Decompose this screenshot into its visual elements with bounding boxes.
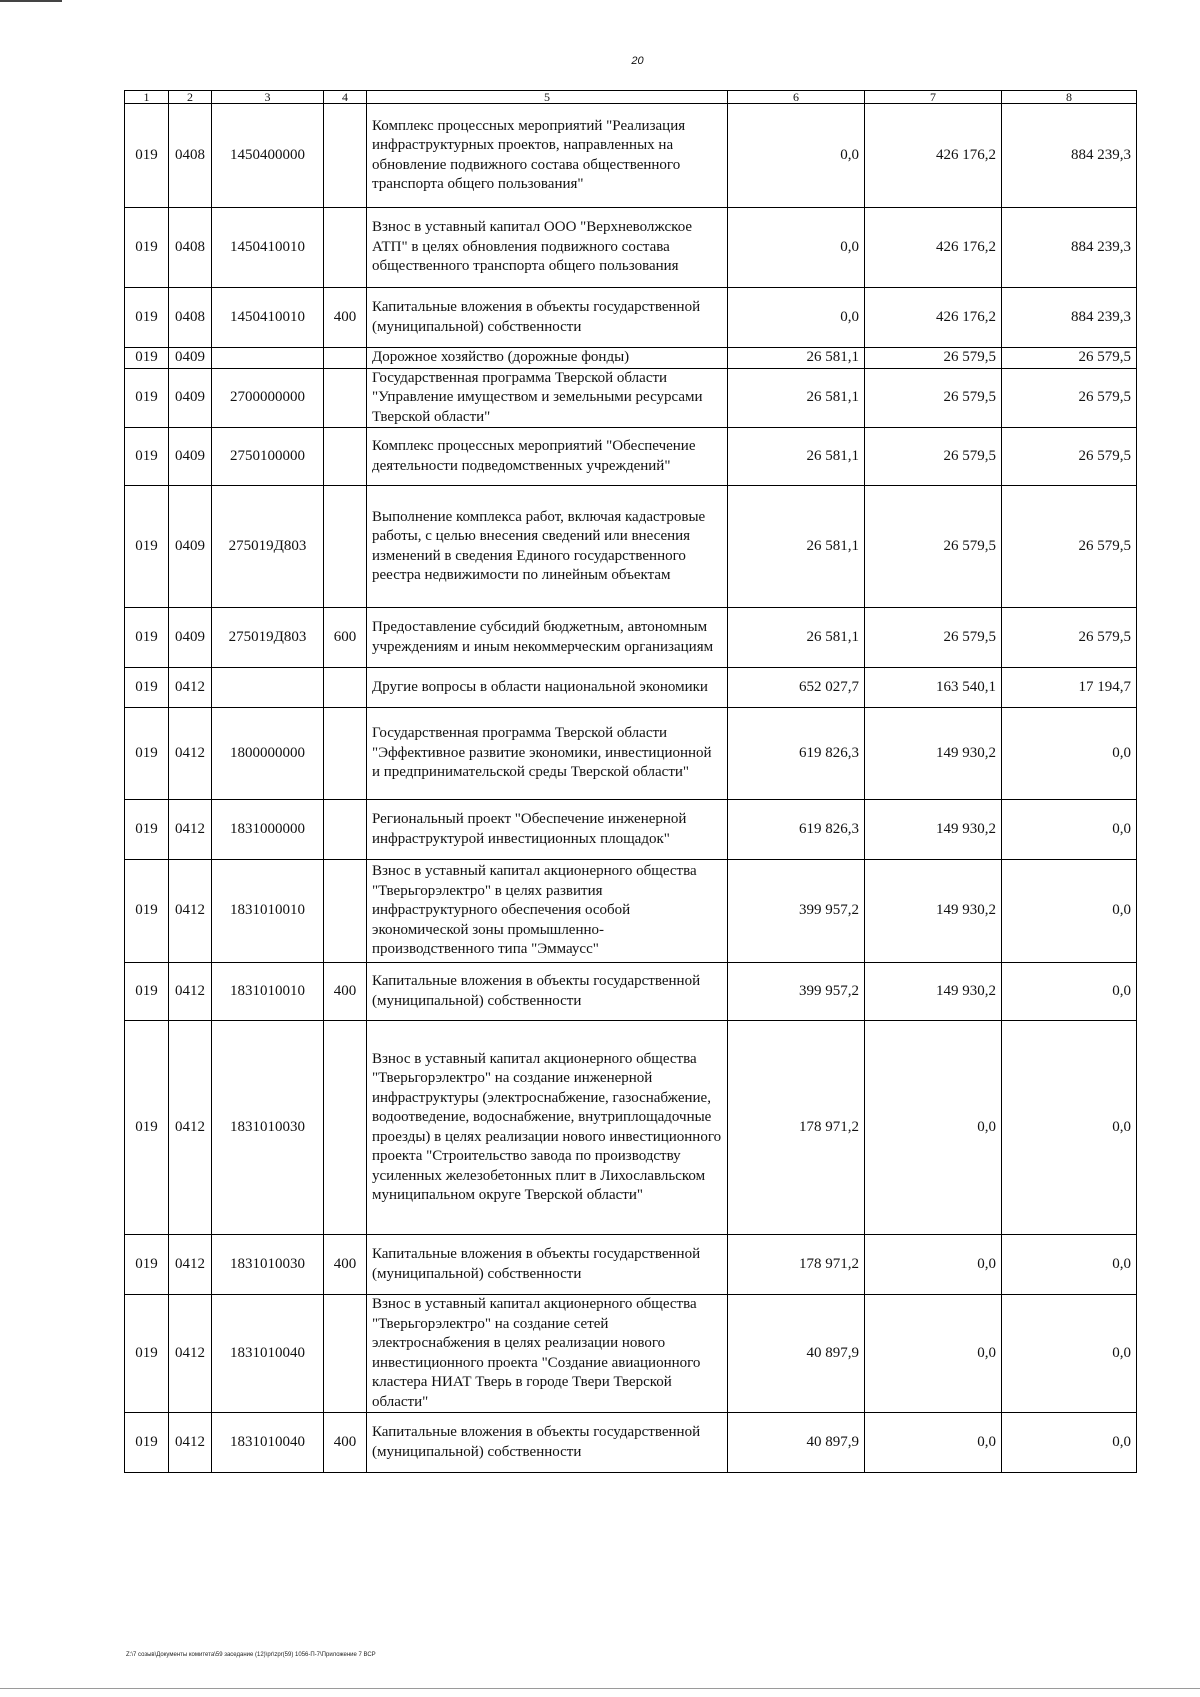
grbs-code-cell: 019 (125, 428, 169, 486)
table-row (125, 668, 1137, 708)
amount-2024-cell: 652 027,7 (728, 668, 865, 708)
description-cell: Капитальные вложения в объекты государственной (муниципальной) собственности (367, 1235, 728, 1295)
expense-type-cell (324, 208, 367, 288)
amount-2026-cell: 26 579,5 (1002, 428, 1137, 486)
amount-2024-cell: 178 971,2 (728, 1235, 865, 1295)
scan-edge-mark (0, 0, 62, 2)
description-cell: Взнос в уставный капитал акционерного общества "Тверьгорэлектро" на создание сетей электроснабжения в целях реализации нового инвестиционного проекта "Создание авиационного кластера НИАТ Тверь в городе Твери Тверской области" (367, 1295, 728, 1413)
column-number-header: 2 (169, 91, 212, 104)
amount-2024-cell: 399 957,2 (728, 860, 865, 963)
description-cell: Комплекс процессных мероприятий "Реализация инфраструктурных проектов, направленных на обновление подвижного состава общественного транспорта общего пользования" (367, 104, 728, 208)
target-article-cell: 1831010010 (212, 963, 324, 1021)
description-cell: Взнос в уставный капитал акционерного общества "Тверьгорэлектро" в целях развития инфраструктурного обеспечения особой экономической зоны промышленно-производственного типа "Эммаусс" (367, 860, 728, 963)
grbs-code-cell: 019 (125, 1413, 169, 1473)
amount-2026-cell: 26 579,5 (1002, 486, 1137, 608)
amount-2024-cell: 40 897,9 (728, 1295, 865, 1413)
target-article-cell: 1800000000 (212, 708, 324, 800)
table-header (125, 91, 1137, 104)
table-row (125, 368, 1137, 428)
table-row (125, 608, 1137, 668)
grbs-code-cell: 019 (125, 1235, 169, 1295)
amount-2025-cell: 149 930,2 (865, 708, 1002, 800)
amount-2026-cell: 884 239,3 (1002, 104, 1137, 208)
amount-2024-cell: 26 581,1 (728, 368, 865, 428)
section-code-cell: 0409 (169, 348, 212, 369)
grbs-code-cell: 019 (125, 208, 169, 288)
amount-2024-cell: 399 957,2 (728, 963, 865, 1021)
amount-2026-cell: 0,0 (1002, 708, 1137, 800)
amount-2025-cell: 26 579,5 (865, 608, 1002, 668)
target-article-cell: 1831010010 (212, 860, 324, 963)
target-article-cell: 2750100000 (212, 428, 324, 486)
target-article-cell: 1450410010 (212, 208, 324, 288)
table-row (125, 1021, 1137, 1235)
amount-2024-cell: 619 826,3 (728, 708, 865, 800)
grbs-code-cell: 019 (125, 1021, 169, 1235)
page-number: 20 (631, 55, 644, 67)
table-row (125, 104, 1137, 208)
amount-2024-cell: 26 581,1 (728, 486, 865, 608)
description-cell: Предоставление субсидий бюджетным, автономным учреждениям и иным некоммерческим организациям (367, 608, 728, 668)
amount-2026-cell: 0,0 (1002, 1235, 1137, 1295)
amount-2026-cell: 0,0 (1002, 1021, 1137, 1235)
description-cell: Государственная программа Тверской области "Управление имуществом и земельными ресурсами Тверской области" (367, 368, 728, 428)
grbs-code-cell: 019 (125, 963, 169, 1021)
expense-type-cell (324, 368, 367, 428)
section-code-cell: 0412 (169, 963, 212, 1021)
section-code-cell: 0412 (169, 668, 212, 708)
description-cell: Капитальные вложения в объекты государственной (муниципальной) собственности (367, 1413, 728, 1473)
description-cell: Региональный проект "Обеспечение инженерной инфраструктурой инвестиционных площадок" (367, 800, 728, 860)
amount-2024-cell: 26 581,1 (728, 608, 865, 668)
column-number-header: 6 (728, 91, 865, 104)
amount-2025-cell: 426 176,2 (865, 104, 1002, 208)
expense-type-cell (324, 860, 367, 963)
table-row (125, 860, 1137, 963)
target-article-cell: 2700000000 (212, 368, 324, 428)
section-code-cell: 0408 (169, 104, 212, 208)
grbs-code-cell: 019 (125, 288, 169, 348)
column-number-header: 4 (324, 91, 367, 104)
amount-2026-cell: 17 194,7 (1002, 668, 1137, 708)
scan-edge-line (0, 1688, 1200, 1689)
section-code-cell: 0409 (169, 368, 212, 428)
amount-2026-cell: 0,0 (1002, 963, 1137, 1021)
expense-type-cell (324, 428, 367, 486)
column-number-header: 7 (865, 91, 1002, 104)
target-article-cell (212, 348, 324, 369)
target-article-cell: 1831010040 (212, 1413, 324, 1473)
section-code-cell: 0412 (169, 708, 212, 800)
grbs-code-cell: 019 (125, 368, 169, 428)
column-number-header: 5 (367, 91, 728, 104)
grbs-code-cell: 019 (125, 348, 169, 369)
expense-type-cell (324, 104, 367, 208)
table-row (125, 1295, 1137, 1413)
table-row (125, 708, 1137, 800)
table-row (125, 800, 1137, 860)
description-cell: Капитальные вложения в объекты государственной (муниципальной) собственности (367, 288, 728, 348)
grbs-code-cell: 019 (125, 486, 169, 608)
budget-table (124, 90, 1137, 1473)
expense-type-cell: 600 (324, 608, 367, 668)
section-code-cell: 0409 (169, 486, 212, 608)
amount-2025-cell: 0,0 (865, 1295, 1002, 1413)
expense-type-cell (324, 1021, 367, 1235)
target-article-cell: 1831010040 (212, 1295, 324, 1413)
section-code-cell: 0412 (169, 1021, 212, 1235)
target-article-cell: 1831010030 (212, 1235, 324, 1295)
section-code-cell: 0408 (169, 288, 212, 348)
target-article-cell (212, 668, 324, 708)
table-row (125, 348, 1137, 369)
description-cell: Взнос в уставный капитал акционерного общества "Тверьгорэлектро" на создание инженерной инфраструктуры (электроснабжение, газоснабжение, водоотведение, водоснабжение, внутриплощадочные проезды) в целях реализации нового инвестиционного проекта "Строительство завода по производству усиленных железобетонных плит в Лихославльском муниципальном округе Тверской области" (367, 1021, 728, 1235)
table-body (125, 104, 1137, 1473)
grbs-code-cell: 019 (125, 104, 169, 208)
table-row (125, 288, 1137, 348)
target-article-cell: 1450400000 (212, 104, 324, 208)
amount-2024-cell: 0,0 (728, 208, 865, 288)
target-article-cell: 1831010030 (212, 1021, 324, 1235)
table-row (125, 963, 1137, 1021)
expense-type-cell (324, 486, 367, 608)
amount-2025-cell: 149 930,2 (865, 800, 1002, 860)
amount-2024-cell: 0,0 (728, 104, 865, 208)
amount-2025-cell: 426 176,2 (865, 288, 1002, 348)
amount-2025-cell: 0,0 (865, 1021, 1002, 1235)
grbs-code-cell: 019 (125, 668, 169, 708)
amount-2025-cell: 149 930,2 (865, 860, 1002, 963)
expense-type-cell: 400 (324, 1235, 367, 1295)
expense-type-cell (324, 348, 367, 369)
amount-2026-cell: 26 579,5 (1002, 608, 1137, 668)
column-number-row (125, 91, 1137, 104)
grbs-code-cell: 019 (125, 800, 169, 860)
grbs-code-cell: 019 (125, 1295, 169, 1413)
amount-2024-cell: 26 581,1 (728, 428, 865, 486)
section-code-cell: 0412 (169, 800, 212, 860)
description-cell: Дорожное хозяйство (дорожные фонды) (367, 348, 728, 369)
expense-type-cell: 400 (324, 963, 367, 1021)
amount-2025-cell: 426 176,2 (865, 208, 1002, 288)
amount-2026-cell: 26 579,5 (1002, 348, 1137, 369)
amount-2026-cell: 0,0 (1002, 1413, 1137, 1473)
amount-2026-cell: 26 579,5 (1002, 368, 1137, 428)
amount-2026-cell: 0,0 (1002, 1295, 1137, 1413)
description-cell: Взнос в уставный капитал ООО "Верхневолжское АТП" в целях обновления подвижного состава общественного транспорта общего пользования (367, 208, 728, 288)
amount-2025-cell: 26 579,5 (865, 348, 1002, 369)
section-code-cell: 0412 (169, 1413, 212, 1473)
target-article-cell: 275019Д803 (212, 608, 324, 668)
amount-2025-cell: 26 579,5 (865, 428, 1002, 486)
description-cell: Комплекс процессных мероприятий "Обеспечение деятельности подведомственных учреждений" (367, 428, 728, 486)
table-row (125, 428, 1137, 486)
table-row (125, 208, 1137, 288)
description-cell: Выполнение комплекса работ, включая кадастровые работы, с целью внесения сведений или внесения изменений в сведения Единого государственного реестра недвижимости по линейным объектам (367, 486, 728, 608)
target-article-cell: 1450410010 (212, 288, 324, 348)
amount-2025-cell: 26 579,5 (865, 486, 1002, 608)
expense-type-cell: 400 (324, 1413, 367, 1473)
section-code-cell: 0412 (169, 1295, 212, 1413)
amount-2026-cell: 0,0 (1002, 860, 1137, 963)
expense-type-cell (324, 668, 367, 708)
description-cell: Капитальные вложения в объекты государственной (муниципальной) собственности (367, 963, 728, 1021)
grbs-code-cell: 019 (125, 860, 169, 963)
amount-2025-cell: 26 579,5 (865, 368, 1002, 428)
description-cell: Другие вопросы в области национальной экономики (367, 668, 728, 708)
expense-type-cell: 400 (324, 288, 367, 348)
amount-2024-cell: 40 897,9 (728, 1413, 865, 1473)
footer-file-path: Z:\7 созыв\Документы комитета\59 заседание (12)\pr\zpr(59) 1056-П-7\Приложение 7 ВСР (126, 1652, 376, 1658)
expense-type-cell (324, 1295, 367, 1413)
section-code-cell: 0408 (169, 208, 212, 288)
section-code-cell: 0412 (169, 860, 212, 963)
amount-2026-cell: 0,0 (1002, 800, 1137, 860)
amount-2024-cell: 0,0 (728, 288, 865, 348)
description-cell: Государственная программа Тверской области "Эффективное развитие экономики, инвестиционной и предпринимательской среды Тверской области" (367, 708, 728, 800)
grbs-code-cell: 019 (125, 708, 169, 800)
target-article-cell: 1831000000 (212, 800, 324, 860)
target-article-cell: 275019Д803 (212, 486, 324, 608)
section-code-cell: 0409 (169, 608, 212, 668)
table-row (125, 1235, 1137, 1295)
amount-2025-cell: 163 540,1 (865, 668, 1002, 708)
expense-type-cell (324, 708, 367, 800)
section-code-cell: 0409 (169, 428, 212, 486)
table-row (125, 486, 1137, 608)
expense-type-cell (324, 800, 367, 860)
amount-2024-cell: 26 581,1 (728, 348, 865, 369)
amount-2024-cell: 178 971,2 (728, 1021, 865, 1235)
amount-2025-cell: 0,0 (865, 1235, 1002, 1295)
amount-2025-cell: 149 930,2 (865, 963, 1002, 1021)
column-number-header: 1 (125, 91, 169, 104)
column-number-header: 8 (1002, 91, 1137, 104)
amount-2026-cell: 884 239,3 (1002, 208, 1137, 288)
amount-2025-cell: 0,0 (865, 1413, 1002, 1473)
amount-2024-cell: 619 826,3 (728, 800, 865, 860)
amount-2026-cell: 884 239,3 (1002, 288, 1137, 348)
table-row (125, 1413, 1137, 1473)
grbs-code-cell: 019 (125, 608, 169, 668)
column-number-header: 3 (212, 91, 324, 104)
section-code-cell: 0412 (169, 1235, 212, 1295)
